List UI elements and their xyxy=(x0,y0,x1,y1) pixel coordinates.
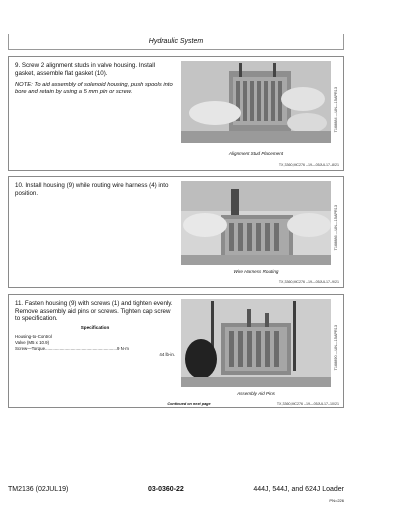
spec-title: Specification xyxy=(80,325,110,330)
step-9-image-code: T168884 —UN—15APR13 xyxy=(334,87,338,133)
step-11-reference: TX,3360,MC276 –19—05JUL17–10/21 xyxy=(276,402,339,406)
step-9-text: 9. Screw 2 alignment studs in valve housing. Install gasket, assemble flat gasket (10). xyxy=(15,62,155,77)
page-number: 03-0360-22 xyxy=(148,486,184,493)
step-9-note: NOTE: To aid assembly of solenoid housing, push spools into bore and retain by using a 5 mm pin or screw. xyxy=(15,82,173,95)
spec-line-3: Screw—Torque...........................................................9 N·m xyxy=(15,346,129,351)
step-9-caption: Alignment Stud Placement xyxy=(228,151,284,156)
step-10-text: 10. Install housing (9) while routing wire harness (4) into position. xyxy=(15,182,169,197)
spec-line-4: 44 lb-in. xyxy=(159,352,175,357)
step-11-text: 11. Fasten housing (9) with screws (1) and tighten evenly. Remove assembly aid pins or screws. Tighten cap screw to specification. xyxy=(15,300,173,323)
page-section-title: Hydraulic System xyxy=(148,38,204,45)
alignment-stud-photo xyxy=(181,61,331,143)
continued-note: Continued on next page xyxy=(167,402,211,406)
assembly-aid-pins-photo xyxy=(181,299,331,387)
manual-number: TM2136 (02JUL19) xyxy=(8,486,69,493)
spec-line-2: Valve (M5 x 10.9) xyxy=(15,340,50,345)
model-name: 444J, 544J, and 624J Loader xyxy=(253,486,344,493)
step-panel-11 xyxy=(8,294,344,408)
step-panel-10 xyxy=(8,176,344,288)
step-10-caption: Wire Harness Routing xyxy=(233,269,279,274)
spec-line-1: Housing-to-Control xyxy=(15,334,52,339)
page-code: PN=226 xyxy=(329,498,344,503)
step-11-image-code: T168890 —UN—15APR13 xyxy=(334,325,338,371)
wire-harness-photo xyxy=(181,181,331,265)
step-9-reference: TX,3360,MC276 –19—05JUL17–8/21 xyxy=(278,163,339,167)
step-10-reference: TX,3360,MC276 –19—05JUL17–9/21 xyxy=(278,280,339,284)
step-11-caption: Assembly Aid Pins xyxy=(237,391,275,396)
step-panel-9 xyxy=(8,56,344,171)
step-10-image-code: T168886 —UN—15APR13 xyxy=(334,205,338,251)
